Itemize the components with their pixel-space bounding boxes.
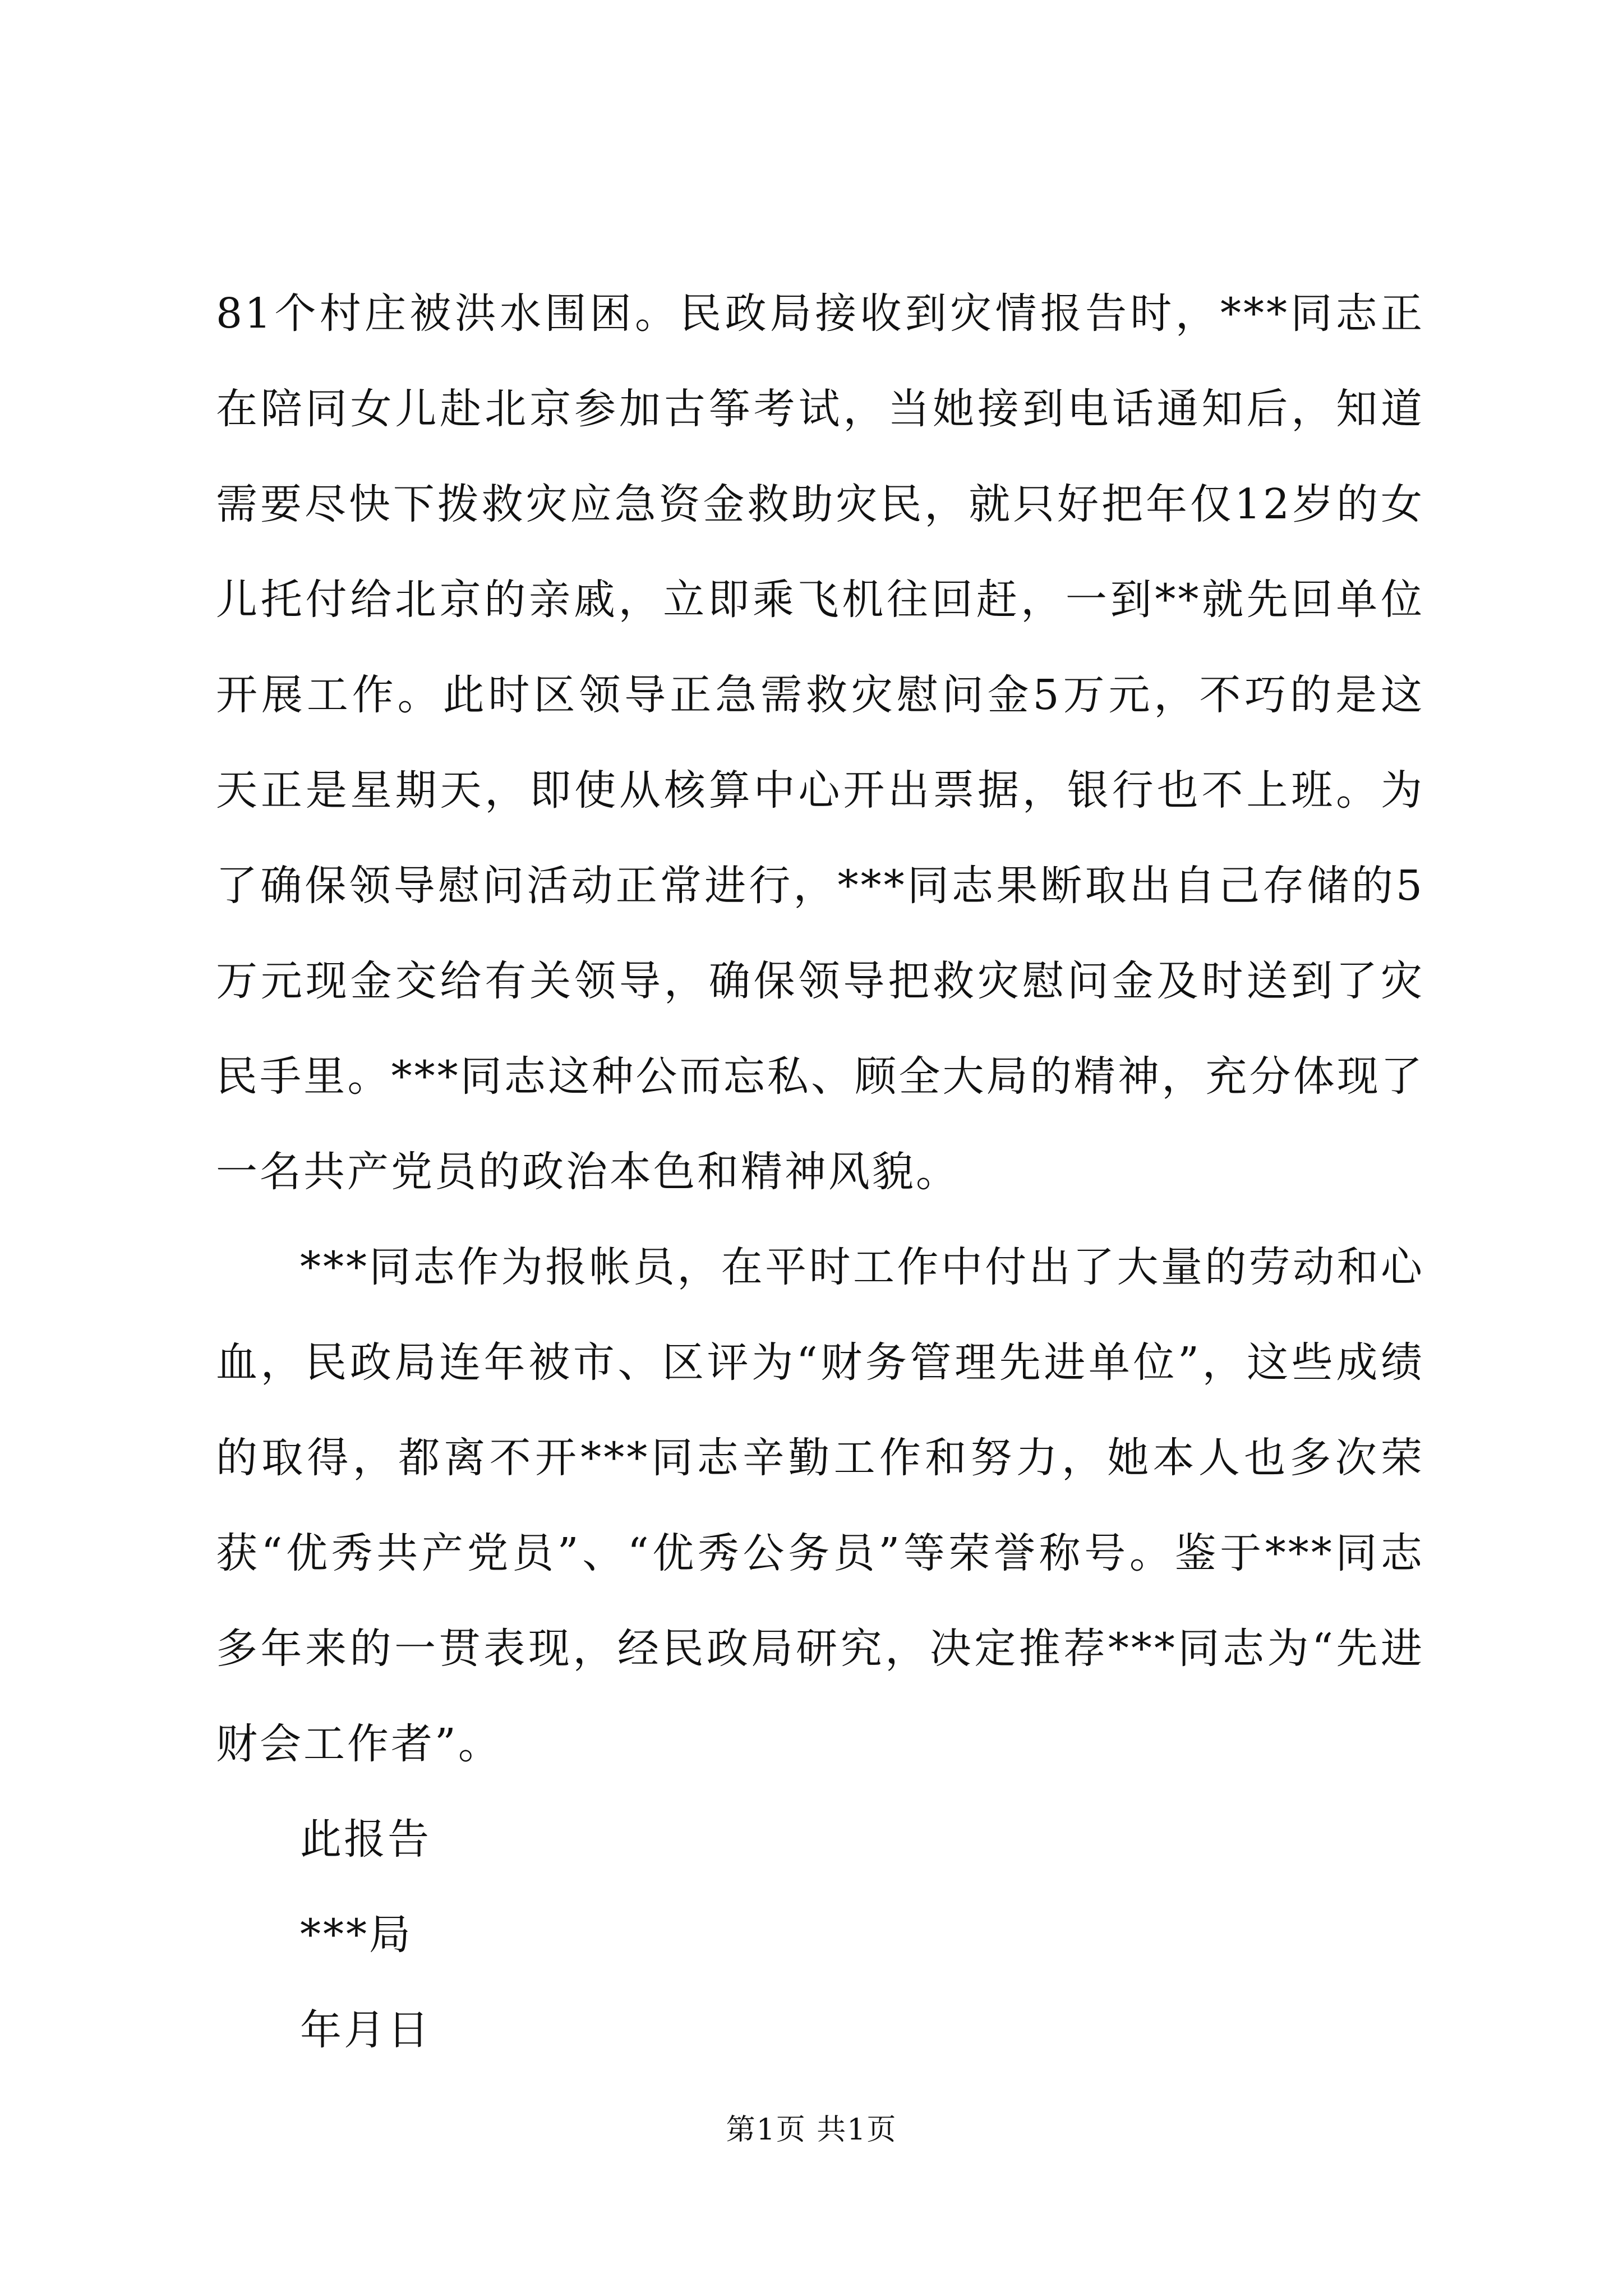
paragraph-continuation: 81个村庄被洪水围困。民政局接收到灾情报告时，***同志正在陪同女儿赴北京参加古筝考试，当她接到电话通知后，知道需要尽快下拨救灾应急资金救助灾民，就只好把年仅12岁的女儿托付给北京的亲戚，立即乘飞机往回赶，一到**就先回单位开展工作。此时区领导正急需救灾慰问金5万元，不巧的是这天正是星期天，即使从核算中心开出票据，银行也不上班。为了确保领导慰问活动正常进行，***同志果断取出自己存储的5万元现金交给有关领导，确保领导把救灾慰问金及时送到了灾民手里。***同志这种公而忘私、顾全大局的精神，充分体现了一名共产党员的政治本色和精神风貌。 (216, 289, 1424, 1196)
document-body (216, 266, 1424, 2078)
closing-date: 年月日 (300, 2006, 431, 2054)
closing-organization: ***局 (300, 1911, 413, 1959)
page-footer (0, 2110, 1623, 2150)
closing-report-line: 此报告 (300, 1815, 431, 1864)
page-number-indicator: 第1页 共1页 (726, 2113, 897, 2147)
paragraph-recommendation: ***同志作为报帐员，在平时工作中付出了大量的劳动和心血，民政局连年被市、区评为“财务管理先进单位”，这些成绩的取得，都离不开***同志辛勤工作和努力，她本人也多次荣获“优秀共产党员”、“优秀公务员”等荣誉称号。鉴于***同志多年来的一贯表现，经民政局研究，决定推荐***同志为“先进财会工作者”。 (216, 1243, 1424, 1768)
